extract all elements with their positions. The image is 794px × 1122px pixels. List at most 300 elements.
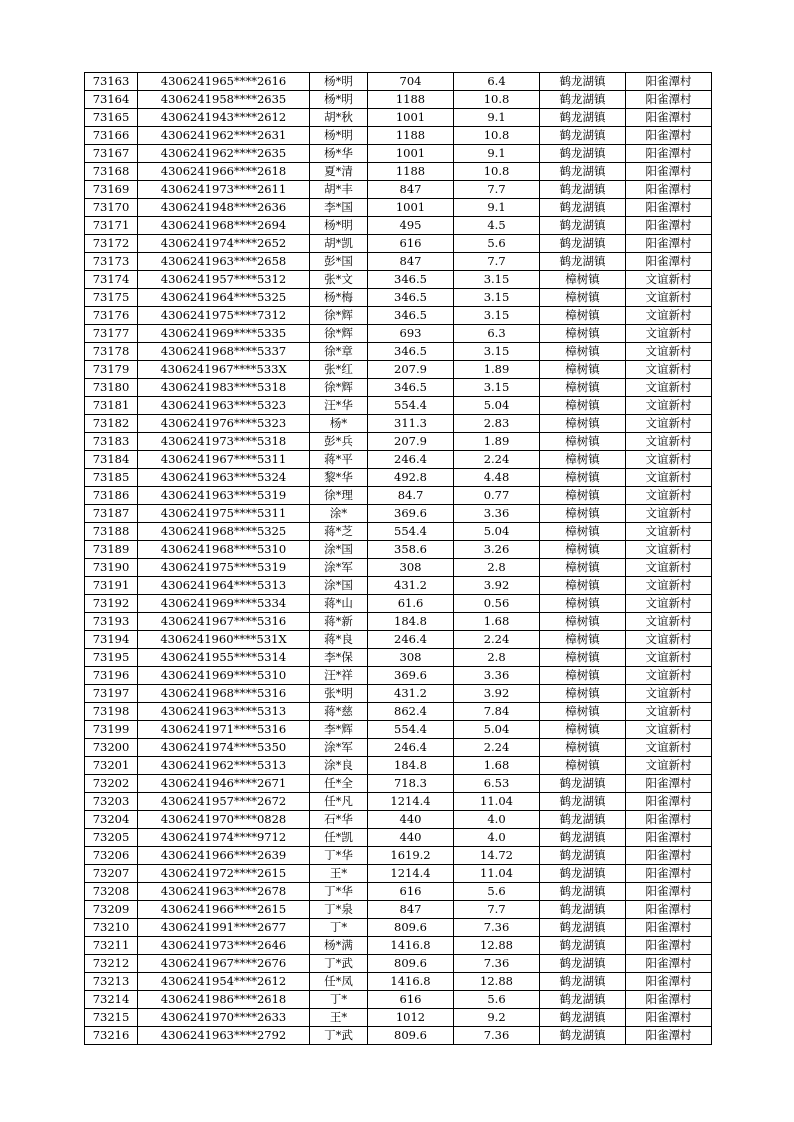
id-number-cell: 4306241962****5313 xyxy=(138,757,310,775)
row-number-cell: 73213 xyxy=(85,973,138,991)
amount-cell: 246.4 xyxy=(368,451,454,469)
row-number-cell: 73165 xyxy=(85,109,138,127)
village-cell: 阳雀潭村 xyxy=(626,991,712,1009)
table-row xyxy=(85,685,712,703)
town-cell: 樟树镇 xyxy=(540,703,626,721)
village-cell: 文谊新村 xyxy=(626,469,712,487)
area-cell: 5.04 xyxy=(454,397,540,415)
area-cell: 5.6 xyxy=(454,883,540,901)
amount-cell: 1214.4 xyxy=(368,865,454,883)
id-number-cell: 4306241975****7312 xyxy=(138,307,310,325)
area-cell: 6.4 xyxy=(454,73,540,91)
village-cell: 阳雀潭村 xyxy=(626,91,712,109)
name-cell: 杨*明 xyxy=(310,91,368,109)
amount-cell: 1001 xyxy=(368,109,454,127)
town-cell: 鹤龙湖镇 xyxy=(540,253,626,271)
row-number-cell: 73168 xyxy=(85,163,138,181)
id-number-cell: 4306241963****2678 xyxy=(138,883,310,901)
area-cell: 2.83 xyxy=(454,415,540,433)
area-cell: 3.26 xyxy=(454,541,540,559)
name-cell: 杨*梅 xyxy=(310,289,368,307)
village-cell: 文谊新村 xyxy=(626,505,712,523)
town-cell: 樟树镇 xyxy=(540,415,626,433)
area-cell: 2.8 xyxy=(454,649,540,667)
amount-cell: 184.8 xyxy=(368,613,454,631)
row-number-cell: 73212 xyxy=(85,955,138,973)
town-cell: 鹤龙湖镇 xyxy=(540,883,626,901)
town-cell: 樟树镇 xyxy=(540,289,626,307)
id-number-cell: 4306241963****5324 xyxy=(138,469,310,487)
row-number-cell: 73171 xyxy=(85,217,138,235)
village-cell: 文谊新村 xyxy=(626,631,712,649)
table-row xyxy=(85,325,712,343)
row-number-cell: 73203 xyxy=(85,793,138,811)
row-number-cell: 73216 xyxy=(85,1027,138,1045)
name-cell: 胡*凯 xyxy=(310,235,368,253)
town-cell: 鹤龙湖镇 xyxy=(540,163,626,181)
table-row xyxy=(85,703,712,721)
amount-cell: 346.5 xyxy=(368,289,454,307)
row-number-cell: 73188 xyxy=(85,523,138,541)
name-cell: 徐*辉 xyxy=(310,379,368,397)
id-number-cell: 4306241962****2635 xyxy=(138,145,310,163)
row-number-cell: 73199 xyxy=(85,721,138,739)
row-number-cell: 73200 xyxy=(85,739,138,757)
area-cell: 0.77 xyxy=(454,487,540,505)
area-cell: 1.89 xyxy=(454,433,540,451)
area-cell: 11.04 xyxy=(454,793,540,811)
name-cell: 李*保 xyxy=(310,649,368,667)
town-cell: 樟树镇 xyxy=(540,307,626,325)
id-number-cell: 4306241963****5323 xyxy=(138,397,310,415)
id-number-cell: 4306241973****5318 xyxy=(138,433,310,451)
table-row xyxy=(85,991,712,1009)
area-cell: 7.7 xyxy=(454,901,540,919)
id-number-cell: 4306241970****0828 xyxy=(138,811,310,829)
table-row xyxy=(85,919,712,937)
id-number-cell: 4306241943****2612 xyxy=(138,109,310,127)
amount-cell: 1001 xyxy=(368,145,454,163)
area-cell: 3.36 xyxy=(454,505,540,523)
amount-cell: 246.4 xyxy=(368,739,454,757)
row-number-cell: 73174 xyxy=(85,271,138,289)
town-cell: 鹤龙湖镇 xyxy=(540,775,626,793)
village-cell: 文谊新村 xyxy=(626,415,712,433)
name-cell: 李*辉 xyxy=(310,721,368,739)
village-cell: 阳雀潭村 xyxy=(626,883,712,901)
area-cell: 7.36 xyxy=(454,1027,540,1045)
village-cell: 阳雀潭村 xyxy=(626,1009,712,1027)
area-cell: 7.84 xyxy=(454,703,540,721)
village-cell: 文谊新村 xyxy=(626,343,712,361)
name-cell: 丁*泉 xyxy=(310,901,368,919)
amount-cell: 554.4 xyxy=(368,397,454,415)
area-cell: 5.6 xyxy=(454,991,540,1009)
area-cell: 10.8 xyxy=(454,127,540,145)
table-row xyxy=(85,217,712,235)
amount-cell: 369.6 xyxy=(368,505,454,523)
name-cell: 涂*国 xyxy=(310,577,368,595)
table-row xyxy=(85,541,712,559)
row-number-cell: 73197 xyxy=(85,685,138,703)
table-row xyxy=(85,955,712,973)
id-number-cell: 4306241974****2652 xyxy=(138,235,310,253)
town-cell: 鹤龙湖镇 xyxy=(540,847,626,865)
name-cell: 丁*华 xyxy=(310,847,368,865)
area-cell: 2.8 xyxy=(454,559,540,577)
town-cell: 樟树镇 xyxy=(540,649,626,667)
row-number-cell: 73181 xyxy=(85,397,138,415)
village-cell: 阳雀潭村 xyxy=(626,973,712,991)
village-cell: 阳雀潭村 xyxy=(626,955,712,973)
id-number-cell: 4306241975****5319 xyxy=(138,559,310,577)
row-number-cell: 73166 xyxy=(85,127,138,145)
id-number-cell: 4306241957****2672 xyxy=(138,793,310,811)
town-cell: 樟树镇 xyxy=(540,595,626,613)
amount-cell: 554.4 xyxy=(368,523,454,541)
amount-cell: 693 xyxy=(368,325,454,343)
town-cell: 鹤龙湖镇 xyxy=(540,109,626,127)
area-cell: 6.53 xyxy=(454,775,540,793)
row-number-cell: 73175 xyxy=(85,289,138,307)
area-cell: 3.92 xyxy=(454,577,540,595)
row-number-cell: 73207 xyxy=(85,865,138,883)
name-cell: 王* xyxy=(310,1009,368,1027)
id-number-cell: 4306241974****5350 xyxy=(138,739,310,757)
row-number-cell: 73169 xyxy=(85,181,138,199)
village-cell: 文谊新村 xyxy=(626,361,712,379)
name-cell: 丁* xyxy=(310,991,368,1009)
village-cell: 文谊新村 xyxy=(626,433,712,451)
town-cell: 樟树镇 xyxy=(540,343,626,361)
amount-cell: 246.4 xyxy=(368,631,454,649)
area-cell: 3.15 xyxy=(454,307,540,325)
amount-cell: 1188 xyxy=(368,163,454,181)
village-cell: 阳雀潭村 xyxy=(626,847,712,865)
row-number-cell: 73170 xyxy=(85,199,138,217)
table-row xyxy=(85,973,712,991)
id-number-cell: 4306241970****2633 xyxy=(138,1009,310,1027)
table-row xyxy=(85,451,712,469)
village-cell: 文谊新村 xyxy=(626,667,712,685)
row-number-cell: 73177 xyxy=(85,325,138,343)
table-row xyxy=(85,829,712,847)
town-cell: 樟树镇 xyxy=(540,757,626,775)
town-cell: 鹤龙湖镇 xyxy=(540,991,626,1009)
amount-cell: 1214.4 xyxy=(368,793,454,811)
area-cell: 2.24 xyxy=(454,739,540,757)
village-cell: 阳雀潭村 xyxy=(626,235,712,253)
row-number-cell: 73185 xyxy=(85,469,138,487)
name-cell: 徐*章 xyxy=(310,343,368,361)
town-cell: 鹤龙湖镇 xyxy=(540,865,626,883)
amount-cell: 207.9 xyxy=(368,361,454,379)
id-number-cell: 4306241967****2676 xyxy=(138,955,310,973)
row-number-cell: 73211 xyxy=(85,937,138,955)
town-cell: 鹤龙湖镇 xyxy=(540,217,626,235)
table-row xyxy=(85,91,712,109)
table-row xyxy=(85,469,712,487)
village-cell: 文谊新村 xyxy=(626,613,712,631)
id-number-cell: 4306241954****2612 xyxy=(138,973,310,991)
area-cell: 9.1 xyxy=(454,109,540,127)
id-number-cell: 4306241969****5335 xyxy=(138,325,310,343)
row-number-cell: 73206 xyxy=(85,847,138,865)
row-number-cell: 73186 xyxy=(85,487,138,505)
table-row xyxy=(85,523,712,541)
name-cell: 任*凤 xyxy=(310,973,368,991)
amount-cell: 440 xyxy=(368,829,454,847)
id-number-cell: 4306241967****5316 xyxy=(138,613,310,631)
name-cell: 张*文 xyxy=(310,271,368,289)
town-cell: 鹤龙湖镇 xyxy=(540,91,626,109)
name-cell: 王* xyxy=(310,865,368,883)
area-cell: 2.24 xyxy=(454,631,540,649)
area-cell: 10.8 xyxy=(454,91,540,109)
amount-cell: 809.6 xyxy=(368,919,454,937)
area-cell: 6.3 xyxy=(454,325,540,343)
table-row xyxy=(85,775,712,793)
table-row xyxy=(85,307,712,325)
town-cell: 樟树镇 xyxy=(540,361,626,379)
id-number-cell: 4306241972****2615 xyxy=(138,865,310,883)
id-number-cell: 4306241967****533X xyxy=(138,361,310,379)
amount-cell: 1416.8 xyxy=(368,937,454,955)
village-cell: 阳雀潭村 xyxy=(626,937,712,955)
name-cell: 张*明 xyxy=(310,685,368,703)
area-cell: 9.1 xyxy=(454,199,540,217)
town-cell: 鹤龙湖镇 xyxy=(540,1027,626,1045)
amount-cell: 308 xyxy=(368,559,454,577)
id-number-cell: 4306241968****5337 xyxy=(138,343,310,361)
village-cell: 阳雀潭村 xyxy=(626,127,712,145)
name-cell: 徐*辉 xyxy=(310,307,368,325)
village-cell: 文谊新村 xyxy=(626,559,712,577)
row-number-cell: 73192 xyxy=(85,595,138,613)
name-cell: 汪*祥 xyxy=(310,667,368,685)
table-row xyxy=(85,847,712,865)
amount-cell: 84.7 xyxy=(368,487,454,505)
town-cell: 鹤龙湖镇 xyxy=(540,235,626,253)
area-cell: 4.0 xyxy=(454,811,540,829)
town-cell: 鹤龙湖镇 xyxy=(540,811,626,829)
table-row xyxy=(85,883,712,901)
id-number-cell: 4306241960****531X xyxy=(138,631,310,649)
area-cell: 1.68 xyxy=(454,613,540,631)
row-number-cell: 73193 xyxy=(85,613,138,631)
table-row xyxy=(85,361,712,379)
name-cell: 石*华 xyxy=(310,811,368,829)
name-cell: 任*凡 xyxy=(310,793,368,811)
town-cell: 樟树镇 xyxy=(540,667,626,685)
amount-cell: 495 xyxy=(368,217,454,235)
town-cell: 樟树镇 xyxy=(540,577,626,595)
table-row xyxy=(85,343,712,361)
town-cell: 樟树镇 xyxy=(540,397,626,415)
village-cell: 文谊新村 xyxy=(626,451,712,469)
row-number-cell: 73190 xyxy=(85,559,138,577)
row-number-cell: 73215 xyxy=(85,1009,138,1027)
table-row xyxy=(85,487,712,505)
village-cell: 阳雀潭村 xyxy=(626,253,712,271)
town-cell: 鹤龙湖镇 xyxy=(540,955,626,973)
id-number-cell: 4306241974****9712 xyxy=(138,829,310,847)
name-cell: 蒋*新 xyxy=(310,613,368,631)
name-cell: 李*国 xyxy=(310,199,368,217)
town-cell: 樟树镇 xyxy=(540,721,626,739)
amount-cell: 616 xyxy=(368,883,454,901)
table-row xyxy=(85,1009,712,1027)
name-cell: 涂*军 xyxy=(310,739,368,757)
amount-cell: 311.3 xyxy=(368,415,454,433)
row-number-cell: 73172 xyxy=(85,235,138,253)
table-row xyxy=(85,649,712,667)
table-row xyxy=(85,505,712,523)
name-cell: 任*全 xyxy=(310,775,368,793)
table-row xyxy=(85,901,712,919)
name-cell: 汪*华 xyxy=(310,397,368,415)
name-cell: 彭*国 xyxy=(310,253,368,271)
name-cell: 丁*武 xyxy=(310,1027,368,1045)
town-cell: 鹤龙湖镇 xyxy=(540,73,626,91)
table-row xyxy=(85,235,712,253)
amount-cell: 847 xyxy=(368,901,454,919)
table-row xyxy=(85,631,712,649)
amount-cell: 346.5 xyxy=(368,343,454,361)
village-cell: 阳雀潭村 xyxy=(626,865,712,883)
row-number-cell: 73167 xyxy=(85,145,138,163)
village-cell: 文谊新村 xyxy=(626,523,712,541)
village-cell: 阳雀潭村 xyxy=(626,73,712,91)
amount-cell: 616 xyxy=(368,235,454,253)
row-number-cell: 73173 xyxy=(85,253,138,271)
area-cell: 12.88 xyxy=(454,973,540,991)
amount-cell: 554.4 xyxy=(368,721,454,739)
name-cell: 杨*华 xyxy=(310,145,368,163)
id-number-cell: 4306241963****5313 xyxy=(138,703,310,721)
town-cell: 樟树镇 xyxy=(540,541,626,559)
table-row xyxy=(85,865,712,883)
table-row xyxy=(85,811,712,829)
table-row xyxy=(85,757,712,775)
village-cell: 阳雀潭村 xyxy=(626,181,712,199)
town-cell: 樟树镇 xyxy=(540,505,626,523)
row-number-cell: 73202 xyxy=(85,775,138,793)
row-number-cell: 73180 xyxy=(85,379,138,397)
amount-cell: 616 xyxy=(368,991,454,1009)
area-cell: 3.36 xyxy=(454,667,540,685)
amount-cell: 847 xyxy=(368,253,454,271)
row-number-cell: 73204 xyxy=(85,811,138,829)
name-cell: 涂*军 xyxy=(310,559,368,577)
name-cell: 胡*秋 xyxy=(310,109,368,127)
row-number-cell: 73205 xyxy=(85,829,138,847)
id-number-cell: 4306241968****5310 xyxy=(138,541,310,559)
town-cell: 樟树镇 xyxy=(540,487,626,505)
table-row xyxy=(85,415,712,433)
name-cell: 杨* xyxy=(310,415,368,433)
town-cell: 鹤龙湖镇 xyxy=(540,127,626,145)
table-row xyxy=(85,433,712,451)
village-cell: 文谊新村 xyxy=(626,541,712,559)
table-row xyxy=(85,181,712,199)
village-cell: 文谊新村 xyxy=(626,487,712,505)
table-row xyxy=(85,109,712,127)
id-number-cell: 4306241983****5318 xyxy=(138,379,310,397)
row-number-cell: 73208 xyxy=(85,883,138,901)
row-number-cell: 73178 xyxy=(85,343,138,361)
amount-cell: 308 xyxy=(368,649,454,667)
name-cell: 蒋*良 xyxy=(310,631,368,649)
area-cell: 4.0 xyxy=(454,829,540,847)
row-number-cell: 73201 xyxy=(85,757,138,775)
name-cell: 涂*良 xyxy=(310,757,368,775)
area-cell: 5.04 xyxy=(454,721,540,739)
name-cell: 徐*辉 xyxy=(310,325,368,343)
amount-cell: 1001 xyxy=(368,199,454,217)
village-cell: 阳雀潭村 xyxy=(626,199,712,217)
village-cell: 阳雀潭村 xyxy=(626,793,712,811)
name-cell: 涂* xyxy=(310,505,368,523)
area-cell: 4.5 xyxy=(454,217,540,235)
area-cell: 14.72 xyxy=(454,847,540,865)
amount-cell: 718.3 xyxy=(368,775,454,793)
area-cell: 2.24 xyxy=(454,451,540,469)
row-number-cell: 73195 xyxy=(85,649,138,667)
amount-cell: 1188 xyxy=(368,127,454,145)
name-cell: 杨*明 xyxy=(310,217,368,235)
id-number-cell: 4306241967****5311 xyxy=(138,451,310,469)
row-number-cell: 73210 xyxy=(85,919,138,937)
name-cell: 涂*国 xyxy=(310,541,368,559)
id-number-cell: 4306241963****5319 xyxy=(138,487,310,505)
table-row xyxy=(85,253,712,271)
row-number-cell: 73176 xyxy=(85,307,138,325)
amount-cell: 346.5 xyxy=(368,271,454,289)
amount-cell: 346.5 xyxy=(368,307,454,325)
area-cell: 11.04 xyxy=(454,865,540,883)
id-number-cell: 4306241968****2694 xyxy=(138,217,310,235)
table-row xyxy=(85,613,712,631)
area-cell: 1.89 xyxy=(454,361,540,379)
town-cell: 樟树镇 xyxy=(540,325,626,343)
village-cell: 文谊新村 xyxy=(626,271,712,289)
amount-cell: 440 xyxy=(368,811,454,829)
amount-cell: 847 xyxy=(368,181,454,199)
table-row xyxy=(85,73,712,91)
amount-cell: 358.6 xyxy=(368,541,454,559)
area-cell: 5.04 xyxy=(454,523,540,541)
table-row xyxy=(85,577,712,595)
name-cell: 丁*华 xyxy=(310,883,368,901)
table-row xyxy=(85,793,712,811)
village-cell: 阳雀潭村 xyxy=(626,217,712,235)
town-cell: 樟树镇 xyxy=(540,613,626,631)
name-cell: 蒋*慈 xyxy=(310,703,368,721)
area-cell: 4.48 xyxy=(454,469,540,487)
town-cell: 鹤龙湖镇 xyxy=(540,199,626,217)
id-number-cell: 4306241991****2677 xyxy=(138,919,310,937)
table-row xyxy=(85,271,712,289)
id-number-cell: 4306241958****2635 xyxy=(138,91,310,109)
row-number-cell: 73189 xyxy=(85,541,138,559)
name-cell: 丁*武 xyxy=(310,955,368,973)
id-number-cell: 4306241964****5325 xyxy=(138,289,310,307)
table-row xyxy=(85,739,712,757)
row-number-cell: 73191 xyxy=(85,577,138,595)
amount-cell: 207.9 xyxy=(368,433,454,451)
village-cell: 文谊新村 xyxy=(626,757,712,775)
